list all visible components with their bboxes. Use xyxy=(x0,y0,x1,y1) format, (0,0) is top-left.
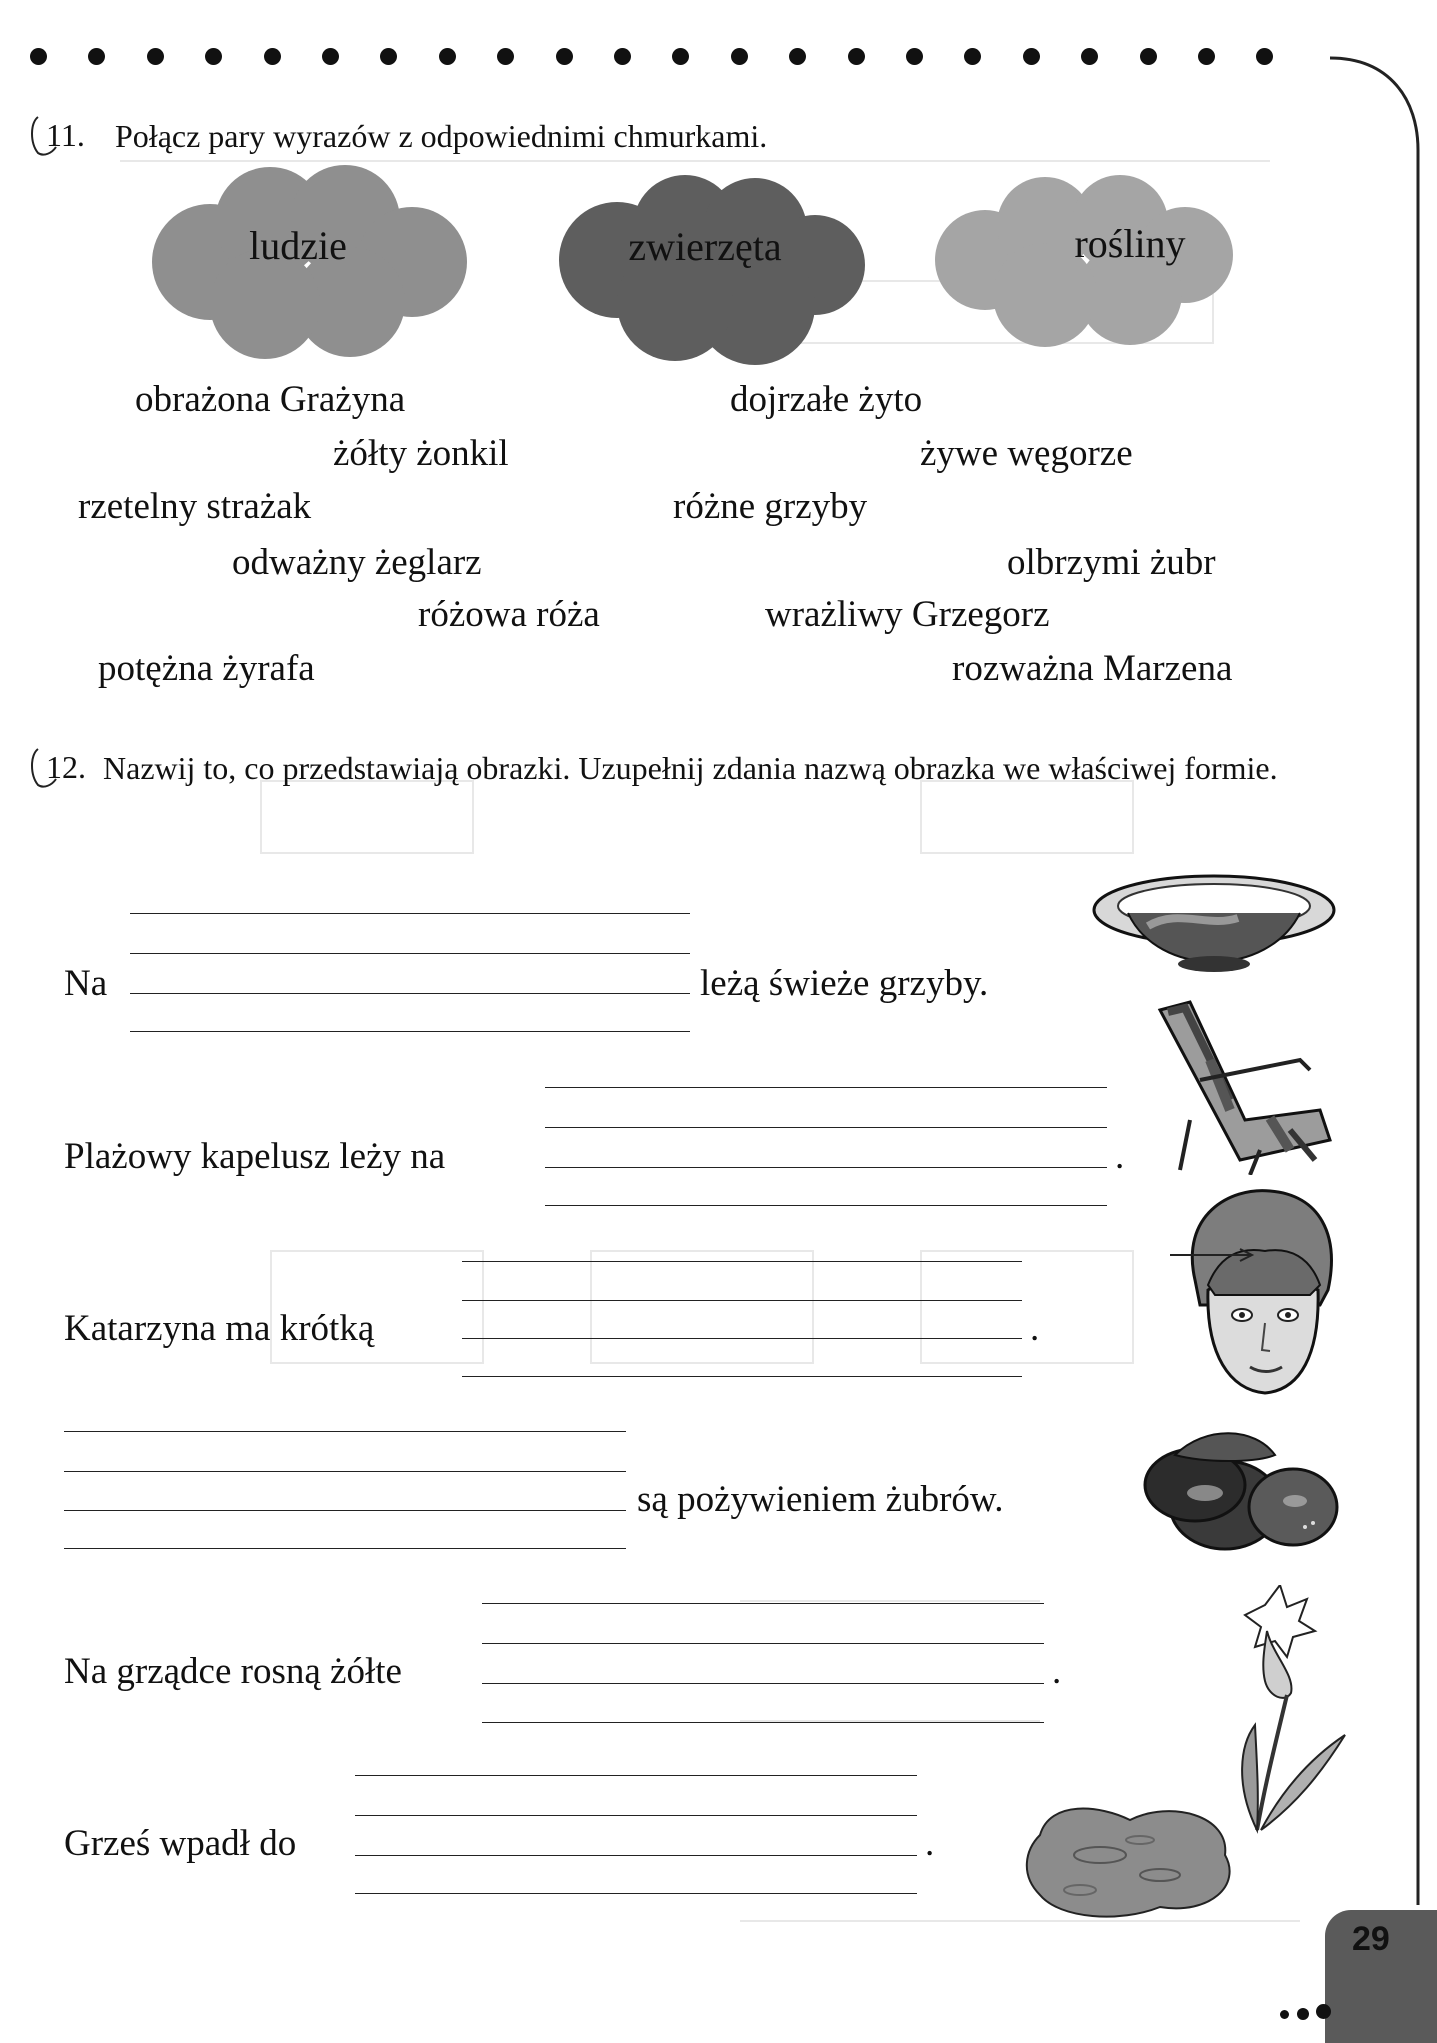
decorative-dot xyxy=(1140,48,1157,65)
task-11-number: 11. xyxy=(36,117,85,154)
decorative-dot xyxy=(1081,48,1098,65)
writing-line xyxy=(355,1775,917,1776)
writing-line xyxy=(545,1087,1107,1088)
decorative-dot-row xyxy=(30,48,1290,68)
decorative-dot xyxy=(906,48,923,65)
answer-line[interactable] xyxy=(130,993,690,994)
decorative-dot xyxy=(848,48,865,65)
task-brace-icon xyxy=(28,745,58,789)
decorative-dot xyxy=(88,48,105,65)
sentence-text-after: . xyxy=(1030,1308,1040,1349)
deck-chair-icon xyxy=(1150,1000,1340,1175)
answer-line[interactable] xyxy=(482,1683,1044,1684)
word-pair[interactable]: rozważna Marzena xyxy=(952,648,1233,689)
decorative-dot xyxy=(672,48,689,65)
writing-line xyxy=(64,1548,626,1549)
decorative-dot xyxy=(380,48,397,65)
decorative-dot xyxy=(322,48,339,65)
answer-line[interactable] xyxy=(355,1855,917,1856)
writing-line xyxy=(130,913,690,914)
boy-fringe-icon xyxy=(1170,1185,1345,1400)
word-pair[interactable]: potężna żyrafa xyxy=(98,648,315,689)
word-pair[interactable]: obrażona Grażyna xyxy=(135,379,406,420)
decorative-dot xyxy=(1198,48,1215,65)
decorative-dot xyxy=(1280,2010,1289,2019)
decorative-dot xyxy=(1256,48,1273,65)
acorns-icon xyxy=(1135,1415,1340,1555)
word-pair[interactable]: żółty żonkil xyxy=(333,433,509,474)
sentence-text-before: Katarzyna ma krótką xyxy=(64,1308,375,1349)
cloud-people[interactable] xyxy=(150,162,470,362)
answer-line[interactable] xyxy=(545,1167,1107,1168)
cloud-animals[interactable] xyxy=(555,175,875,375)
writing-line xyxy=(355,1893,917,1894)
writing-line xyxy=(482,1722,1044,1723)
sentence-text-after: . xyxy=(1052,1651,1062,1692)
sentence-text-after: . xyxy=(925,1823,935,1864)
task-brace-icon xyxy=(28,113,58,157)
writing-line xyxy=(462,1376,1022,1377)
word-pair[interactable]: odważny żeglarz xyxy=(232,542,482,583)
sentence-text-before: Grześ wpadł do xyxy=(64,1823,297,1864)
decorative-dot xyxy=(1316,2004,1331,2019)
cloud-label: ludzie xyxy=(249,223,347,268)
writing-line xyxy=(64,1431,626,1432)
word-pair[interactable]: wrażliwy Grzegorz xyxy=(765,594,1050,635)
writing-line xyxy=(462,1261,1022,1262)
task-12-number: 12. xyxy=(36,749,86,786)
answer-line[interactable] xyxy=(462,1338,1022,1339)
sentence-text-before: Na grządce rosną żółte xyxy=(64,1651,402,1692)
decorative-dot xyxy=(556,48,573,65)
sentence-text-before: Na xyxy=(64,963,108,1004)
bowl-icon xyxy=(1088,868,1340,988)
writing-line xyxy=(545,1127,1107,1128)
word-pair[interactable]: różowa róża xyxy=(418,594,600,635)
writing-line xyxy=(355,1815,917,1816)
decorative-dot xyxy=(731,48,748,65)
writing-line xyxy=(130,1031,690,1032)
writing-line xyxy=(545,1205,1107,1206)
puddle-icon xyxy=(1020,1795,1245,1925)
decorative-dot xyxy=(439,48,456,65)
decorative-dot xyxy=(614,48,631,65)
decorative-dot xyxy=(30,48,47,65)
sentence-text-after: są pożywieniem żubrów. xyxy=(637,1479,1004,1520)
writing-line xyxy=(482,1603,1044,1604)
writing-line xyxy=(462,1300,1022,1301)
sentence-text-after: leżą świeże grzyby. xyxy=(700,963,989,1004)
decorative-dot xyxy=(205,48,222,65)
writing-line xyxy=(130,953,690,954)
decorative-dot xyxy=(264,48,281,65)
decorative-dot xyxy=(1023,48,1040,65)
word-pair[interactable]: różne grzyby xyxy=(673,486,868,527)
answer-line[interactable] xyxy=(64,1510,626,1511)
decorative-dot xyxy=(964,48,981,65)
task-11-instruction: Połącz pary wyrazów z odpowiednimi chmurkami. xyxy=(115,118,768,154)
cloud-label: zwierzęta xyxy=(628,224,782,269)
word-pair[interactable]: rzetelny strażak xyxy=(78,486,312,527)
decorative-dot xyxy=(1297,2008,1309,2020)
cloud-label: rośliny xyxy=(1074,221,1186,266)
writing-line xyxy=(64,1471,626,1472)
word-pair[interactable]: żywe węgorze xyxy=(920,433,1133,474)
decorative-dot xyxy=(147,48,164,65)
word-pair[interactable]: olbrzymi żubr xyxy=(1007,542,1216,583)
sentence-text-before: Plażowy kapelusz leży na xyxy=(64,1136,446,1177)
page-number: 29 xyxy=(1352,1920,1390,1958)
cloud-shape-icon xyxy=(555,175,875,375)
word-pair[interactable]: dojrzałe żyto xyxy=(730,379,923,420)
decorative-dot xyxy=(497,48,514,65)
writing-line xyxy=(482,1643,1044,1644)
cloud-plants[interactable] xyxy=(930,175,1250,355)
decorative-dot xyxy=(789,48,806,65)
sentence-text-after: . xyxy=(1115,1136,1125,1177)
task-12-instruction: Nazwij to, co przedstawiają obrazki. Uzupełnij zdania nazwą obrazka we właściwej formie. xyxy=(103,750,1278,786)
